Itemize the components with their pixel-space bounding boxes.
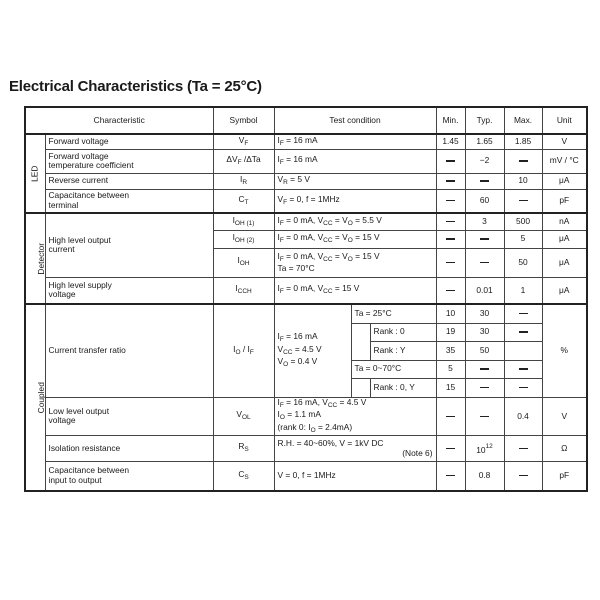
symbol-cell: $\Delta V_F$ /ΔTa (213, 149, 274, 173)
table-row-isolation-resistance (25, 436, 587, 462)
condition-cell: $I_F = 16$ mA (274, 149, 436, 173)
condition-cell: $I_F = 0$ mA, $V_{CC} = 15$ V (274, 277, 436, 304)
dash-mark (446, 290, 455, 291)
min-cell (436, 277, 465, 304)
min-cell (436, 436, 465, 462)
min-cell (436, 248, 465, 277)
header-typ: Typ. (465, 107, 504, 134)
characteristic-cell: Forward voltage temperature coefficient (45, 149, 213, 173)
group-label-detector: Detector (25, 213, 45, 304)
typ-cell: $10^{12}$ (465, 436, 504, 462)
group-label-led: LED (25, 134, 45, 213)
header-unit: Unit (542, 107, 587, 134)
typ-cell: −2 (465, 149, 504, 173)
typ-cell: 0.8 (465, 462, 504, 491)
max-cell (504, 378, 542, 397)
dash-mark (480, 180, 489, 181)
dash-mark (480, 368, 489, 369)
max-cell: 5 (504, 230, 542, 248)
dash-mark (446, 238, 455, 239)
table-row-capacitance-io (25, 462, 587, 491)
condition-cell: V = 0, f = 1MHz (274, 462, 436, 491)
symbol-cell: $C_S$ (213, 462, 274, 491)
dash-mark (446, 160, 455, 161)
typ-cell (465, 360, 504, 378)
unit-cell: μA (542, 248, 587, 277)
typ-cell: 60 (465, 189, 504, 213)
header-row (25, 107, 587, 134)
symbol-cell: $V_{OL}$ (213, 397, 274, 436)
characteristic-cell: High level output current (45, 213, 213, 277)
typ-cell: 3 (465, 213, 504, 230)
condition-cell: $I_F = 16$ mA (274, 134, 436, 149)
dash-mark (446, 262, 455, 263)
symbol-cell: $I_{CCH}$ (213, 277, 274, 304)
dash-mark (480, 262, 489, 263)
symbol-cell: $V_F$ (213, 134, 274, 149)
dash-mark (519, 475, 528, 476)
dash-mark (480, 387, 489, 388)
typ-cell (465, 397, 504, 436)
condition-cell: $V_R = 5$ V (274, 173, 436, 189)
characteristic-cell: High level supply voltage (45, 277, 213, 304)
max-cell (504, 189, 542, 213)
max-cell: 10 (504, 173, 542, 189)
dash-mark (519, 160, 528, 161)
characteristic-cell: Capacitance between terminal (45, 189, 213, 213)
table-row-ioh1 (25, 213, 587, 230)
typ-cell (465, 173, 504, 189)
characteristic-cell: Capacitance between input to output (45, 462, 213, 491)
condition-cell: $I_F = 0$ mA, $V_{CC} = V_O = 5.5$ V (274, 213, 436, 230)
unit-cell: μA (542, 277, 587, 304)
header-characteristic: Characteristic (25, 107, 213, 134)
section-title: Electrical Characteristics (Ta = 25°C) (9, 78, 262, 95)
dash-mark (519, 368, 528, 369)
condition-cell: $I_F = 0$ mA, $V_{CC} = V_O = 15$ V Ta = 70°C (274, 248, 436, 277)
dash-mark (480, 238, 489, 239)
max-cell (504, 149, 542, 173)
condition-cell: $I_F = 16$ mA, $V_{CC} = 4.5$ V $I_O = 1.1$ mA (rank 0: $I_O = 2.4mA$) (274, 397, 436, 436)
min-cell (436, 173, 465, 189)
symbol-cell: $I_{OH}$ (213, 248, 274, 277)
unit-cell: pF (542, 189, 587, 213)
min-cell: 5 (436, 360, 465, 378)
dash-mark (446, 180, 455, 181)
dash-mark (446, 221, 455, 222)
dash-mark (446, 416, 455, 417)
table-row-fv-temp-coefficient (25, 149, 587, 173)
condition-cell: $I_F = 0$ mA, $V_{CC} = V_O = 15$ V (274, 230, 436, 248)
dash-mark (480, 416, 489, 417)
max-cell (504, 304, 542, 323)
unit-cell: % (542, 304, 587, 397)
symbol-cell: $C_T$ (213, 189, 274, 213)
unit-cell: V (542, 134, 587, 149)
symbol-cell: $I_O / I_F$ (213, 304, 274, 397)
unit-cell: V (542, 397, 587, 436)
characteristic-cell: Forward voltage (45, 134, 213, 149)
unit-cell: Ω (542, 436, 587, 462)
condition-cell: $V_F = 0$, f = 1MHz (274, 189, 436, 213)
min-cell: 10 (436, 304, 465, 323)
max-cell (504, 341, 542, 360)
typ-cell (465, 230, 504, 248)
dash-mark (519, 448, 528, 449)
max-cell: 0.4 (504, 397, 542, 436)
characteristic-cell: Low level output voltage (45, 397, 213, 436)
sub-condition-cell: Ta = 0~70°C (351, 360, 436, 378)
max-cell (504, 360, 542, 378)
indent-spacer (351, 378, 370, 397)
header-max: Max. (504, 107, 542, 134)
typ-cell: 30 (465, 304, 504, 323)
typ-cell: 50 (465, 341, 504, 360)
indent-spacer (351, 323, 370, 360)
condition-cell: R.H. = 40~60%, V = 1kV DC (Note 6) (274, 436, 436, 462)
header-test-condition: Test condition (274, 107, 436, 134)
max-cell: 1 (504, 277, 542, 304)
characteristic-cell: Reverse current (45, 173, 213, 189)
dash-mark (446, 200, 455, 201)
min-cell: 19 (436, 323, 465, 341)
unit-cell: μA (542, 230, 587, 248)
max-cell (504, 436, 542, 462)
table-row-forward-voltage (25, 134, 587, 149)
dash-mark (519, 200, 528, 201)
typ-cell (465, 378, 504, 397)
header-symbol: Symbol (213, 107, 274, 134)
table-row-high-level-supply (25, 277, 587, 304)
table-row-ctr-ta25 (25, 304, 587, 323)
dash-mark (519, 313, 528, 314)
typ-cell: 0.01 (465, 277, 504, 304)
min-cell: 1.45 (436, 134, 465, 149)
dash-mark (519, 387, 528, 388)
max-cell (504, 462, 542, 491)
sub-condition-cell: Ta = 25°C (351, 304, 436, 323)
dash-mark (446, 475, 455, 476)
unit-cell: μA (542, 173, 587, 189)
sub-condition-cell: Rank : 0, Y (370, 378, 436, 397)
min-cell: 35 (436, 341, 465, 360)
unit-cell: nA (542, 213, 587, 230)
symbol-cell: $I_{OH (1)}$ (213, 213, 274, 230)
note-reference: (Note 6) (402, 447, 433, 458)
characteristic-cell: Current transfer ratio (45, 304, 213, 397)
table-row-reverse-current (25, 173, 587, 189)
min-cell (436, 230, 465, 248)
symbol-cell: $I_R$ (213, 173, 274, 189)
symbol-cell: $R_S$ (213, 436, 274, 462)
sub-condition-cell: Rank : Y (370, 341, 436, 360)
dash-mark (519, 331, 528, 332)
header-min: Min. (436, 107, 465, 134)
min-cell: 15 (436, 378, 465, 397)
max-cell: 1.85 (504, 134, 542, 149)
max-cell: 50 (504, 248, 542, 277)
min-cell (436, 213, 465, 230)
min-cell (436, 462, 465, 491)
group-label-coupled: Coupled (25, 304, 45, 491)
typ-cell: 1.65 (465, 134, 504, 149)
typ-cell (465, 248, 504, 277)
characteristic-cell: Isolation resistance (45, 436, 213, 462)
max-cell: 500 (504, 213, 542, 230)
table-row-low-level-output-voltage (25, 397, 587, 436)
unit-cell: pF (542, 462, 587, 491)
unit-cell: mV / °C (542, 149, 587, 173)
min-cell (436, 397, 465, 436)
min-cell (436, 189, 465, 213)
min-cell (436, 149, 465, 173)
typ-cell: 30 (465, 323, 504, 341)
sub-condition-cell: Rank : 0 (370, 323, 436, 341)
table-row-capacitance-terminal (25, 189, 587, 213)
dash-mark (446, 448, 455, 449)
condition-cell: $I_F = 16$ mA $V_{CC} = 4.5$ V $V_O = 0.4$ V (274, 304, 351, 397)
symbol-cell: $I_{OH (2)}$ (213, 230, 274, 248)
max-cell (504, 323, 542, 341)
electrical-characteristics-table (24, 106, 588, 492)
